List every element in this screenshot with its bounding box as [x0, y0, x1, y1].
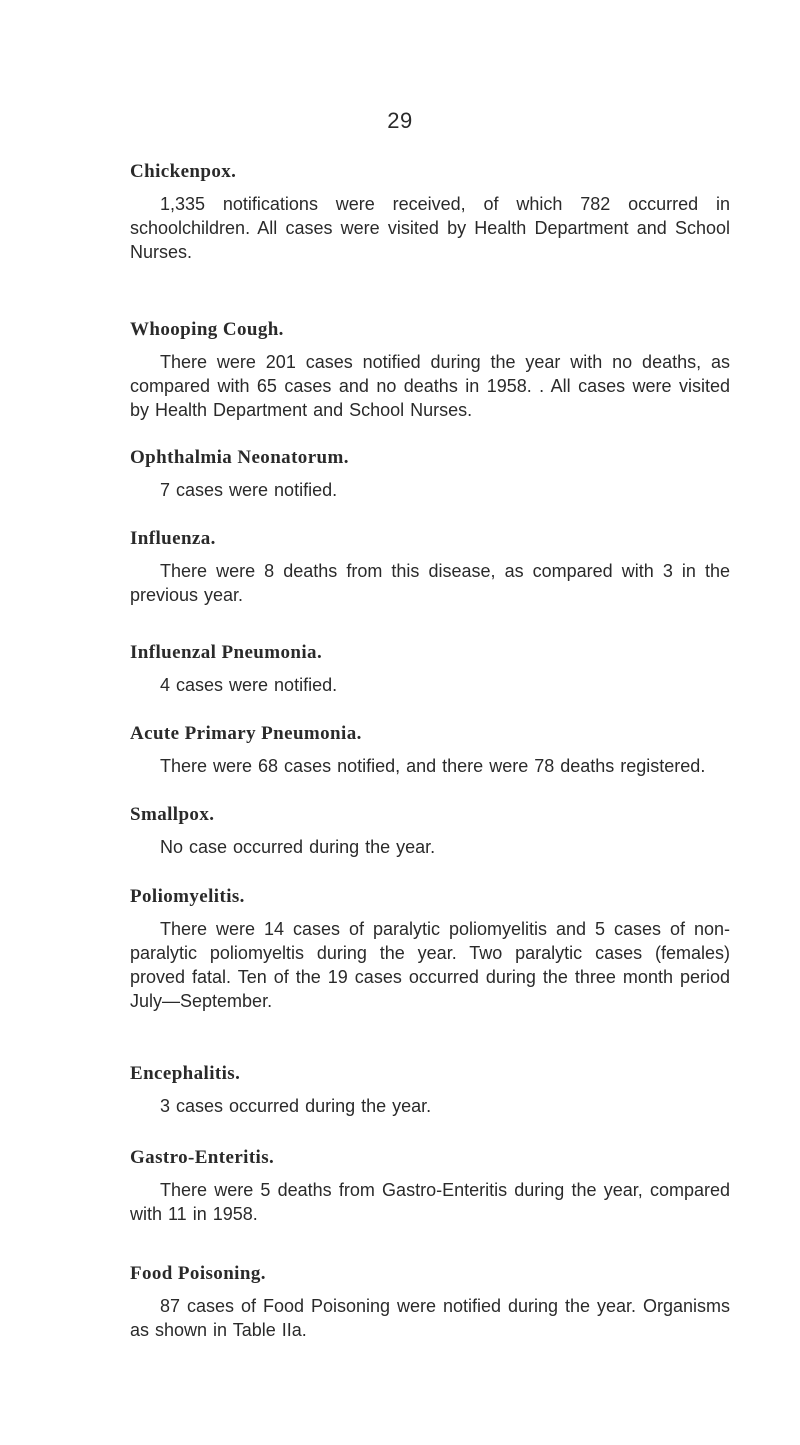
- section-heading: Gastro-Enteritis.: [130, 1147, 275, 1168]
- page-number: 29: [387, 108, 413, 133]
- section-heading: Ophthalmia Neonatorum.: [130, 447, 349, 468]
- section-ophthalmia-neonatorum: [130, 446, 730, 502]
- section-text: There were 8 deaths from this disease, as compared with 3 in the previous year.: [130, 561, 730, 605]
- section-acute-primary-pneumonia: [130, 722, 730, 778]
- section-poliomyelitis: [130, 885, 730, 1013]
- section-influenzal-pneumonia: [130, 641, 730, 697]
- section-text: There were 201 cases notified during the year with no deaths, as compared with 65 cases and no deaths in 1958. . All cases were visited by Health Department and School Nurses.: [130, 352, 730, 420]
- section-text: 3 cases occurred during the year.: [160, 1096, 432, 1116]
- section-smallpox: [130, 803, 730, 859]
- section-heading: Smallpox.: [130, 804, 215, 825]
- section-text: 1,335 notifications were received, of which 782 occurred in schoolchildren. All cases were visited by Health Department and School Nurses.: [130, 194, 730, 262]
- section-heading: Encephalitis.: [130, 1063, 241, 1084]
- section-chickenpox: [130, 160, 730, 264]
- section-heading: Poliomyelitis.: [130, 886, 245, 907]
- section-encephalitis: [130, 1062, 730, 1118]
- section-text: There were 5 deaths from Gastro-Enteritis during the year, compared with 11 in 1958.: [130, 1180, 730, 1224]
- section-text: No case occurred during the year.: [160, 837, 436, 857]
- section-text: There were 68 cases notified, and there were 78 deaths registered.: [160, 756, 706, 776]
- section-text: There were 14 cases of paralytic poliomyelitis and 5 cases of non-paralytic poliomyeltis during the year. Two paralytic cases (females) proved fatal. Ten of the 19 cases occurred during the three month period July—September.: [130, 919, 730, 1011]
- section-gastro-enteritis: [130, 1146, 730, 1226]
- section-heading: Chickenpox.: [130, 161, 237, 182]
- section-text: 4 cases were notified.: [160, 675, 338, 695]
- section-heading: Food Poisoning.: [130, 1263, 266, 1284]
- section-food-poisoning: [130, 1262, 730, 1342]
- section-whooping-cough: [130, 318, 730, 422]
- section-heading: Influenza.: [130, 528, 216, 549]
- section-text: 87 cases of Food Poisoning were notified during the year. Organisms as shown in Table IIa.: [130, 1296, 730, 1340]
- section-heading: Influenzal Pneumonia.: [130, 642, 323, 663]
- section-heading: Acute Primary Pneumonia.: [130, 723, 362, 744]
- section-heading: Whooping Cough.: [130, 319, 284, 340]
- section-text: 7 cases were notified.: [160, 480, 338, 500]
- section-influenza: [130, 527, 730, 607]
